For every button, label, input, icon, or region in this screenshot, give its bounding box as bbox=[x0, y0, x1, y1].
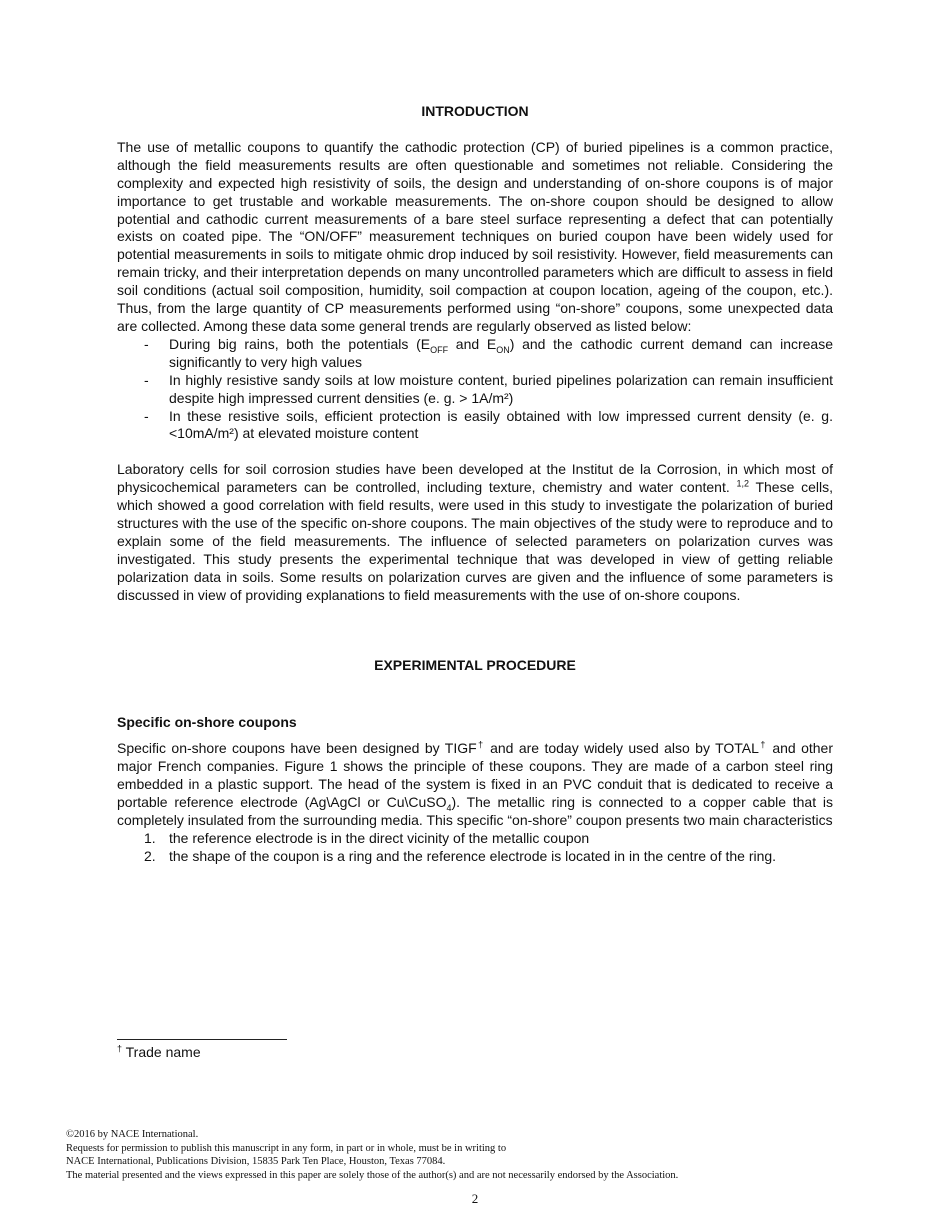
footnote-divider bbox=[117, 1039, 287, 1040]
list-dash: - bbox=[144, 335, 149, 352]
introduction-paragraph-1: The use of metallic coupons to quantify the cathodic protection (CP) of buried pipelines is a common practice, although the field measurements results are often questionable and sometimes not reliable. Considering the complexity and expected high resistivity of soils, the design and understanding of on-shore coupons is of major importance to get trustable and workable measurements. The on-shore coupon should be designed to allow potential and cathodic current measurements of a bare steel surface representing a defect that can potentially exists on coated pipe. The “ON/OFF” measurement techniques on buried coupon have been widely used for potential measurements in soils to mitigate ohmic drop induced by soil resistivity. However, field measurements can remain tricky, and their interpretation depends on many uncontrolled parameters which are difficult to assess in field soil conditions (actual soil composition, humidity, soil compaction at coupon location, ageing of the coupon, etc.). Thus, from the large quantity of CP measurements performed using “on-shore” coupons, some unexpected data are collected. Among these data some general trends are regularly observed as listed below: bbox=[117, 138, 833, 334]
characteristic-item: 2. the shape of the coupon is a ring and the reference electrode is located in in the centre of the ring. bbox=[144, 847, 777, 864]
citation-reference: 1,2 bbox=[736, 478, 749, 489]
observation-item: - In highly resistive sandy soils at low moisture content, buried pipelines polarization can remain insufficient despite high impressed current densities (e. g. > 1A/m²) bbox=[144, 371, 833, 406]
observation-item: - In these resistive soils, efficient protection is easily obtained with low impressed current density (e. g. <10mA/m²) at elevated moisture content bbox=[144, 407, 833, 442]
list-dash: - bbox=[144, 407, 149, 424]
list-dash: - bbox=[144, 371, 149, 388]
dagger-mark: † bbox=[758, 739, 767, 750]
introduction-paragraph-2: Laboratory cells for soil corrosion studies have been developed at the Institut de la Corrosion, in which most of physicochemical parameters can be controlled, including texture, chemistry and water content. $^{1,2}$ These cells, which showed a good correlation with field results, were used in this study to investigate the polarization of buried structures with the use of the specific on-shore coupons. The main objectives of the study were to reproduce and to explain some of the field measurements. The influence of selected parameters on polarization curves was investigated. This study presents the experimental technique that was developed in view of getting reliable polarization data in soils. Some results on polarization curves are given and the influence of some parameters is discussed in view of providing explanations to field measurements with the use of on-shore coupons. bbox=[117, 461, 834, 603]
observation-item: - During big rains, both the potentials ($E_{OFF}$ and $E_{ON}$) and the cathodic current demand can increase significantly to very high values bbox=[144, 335, 833, 370]
dagger-mark: † bbox=[476, 739, 485, 750]
page-number: 2 bbox=[471, 1191, 479, 1206]
page-content bbox=[117, 103, 833, 866]
coupons-paragraph: Specific on-shore coupons have been designed by TIGF† and are today widely used also by TOTAL† and other major French companies. Figure 1 shows the principle of these coupons. They are made of a carbon steel ring embedded in a plastic support. The head of the system is fixed in an PVC conduit that is dedicated to receive a portable reference electrode (Ag\AgCl or Cu\CuSO$_4$). The metallic ring is connected to a copper cable that is completely insulated from the surrounding media. This specific “on-shore” coupon presents two main characteristics bbox=[117, 739, 833, 828]
footnote: † Trade name bbox=[117, 1043, 201, 1060]
characteristics-list bbox=[117, 830, 833, 866]
copyright-footer: ©2016 by NACE International. Requests for permission to publish this manuscript in any form, in part or in whole, must be in writing to NACE International, Publications Division, 15835 Park Ten Place, Houston, Texas 77084. The material presented and the views expressed in this paper are solely those of the author(s) and are not necessarily endorsed by the Association. bbox=[66, 1129, 679, 1182]
introduction-heading: INTRODUCTION bbox=[421, 103, 529, 119]
characteristic-item: 1. the reference electrode is in the direct vicinity of the metallic coupon bbox=[144, 829, 590, 846]
subsection-heading: Specific on-shore coupons bbox=[117, 714, 297, 731]
observations-list bbox=[117, 336, 833, 443]
experimental-procedure-heading: EXPERIMENTAL PROCEDURE bbox=[374, 656, 576, 673]
